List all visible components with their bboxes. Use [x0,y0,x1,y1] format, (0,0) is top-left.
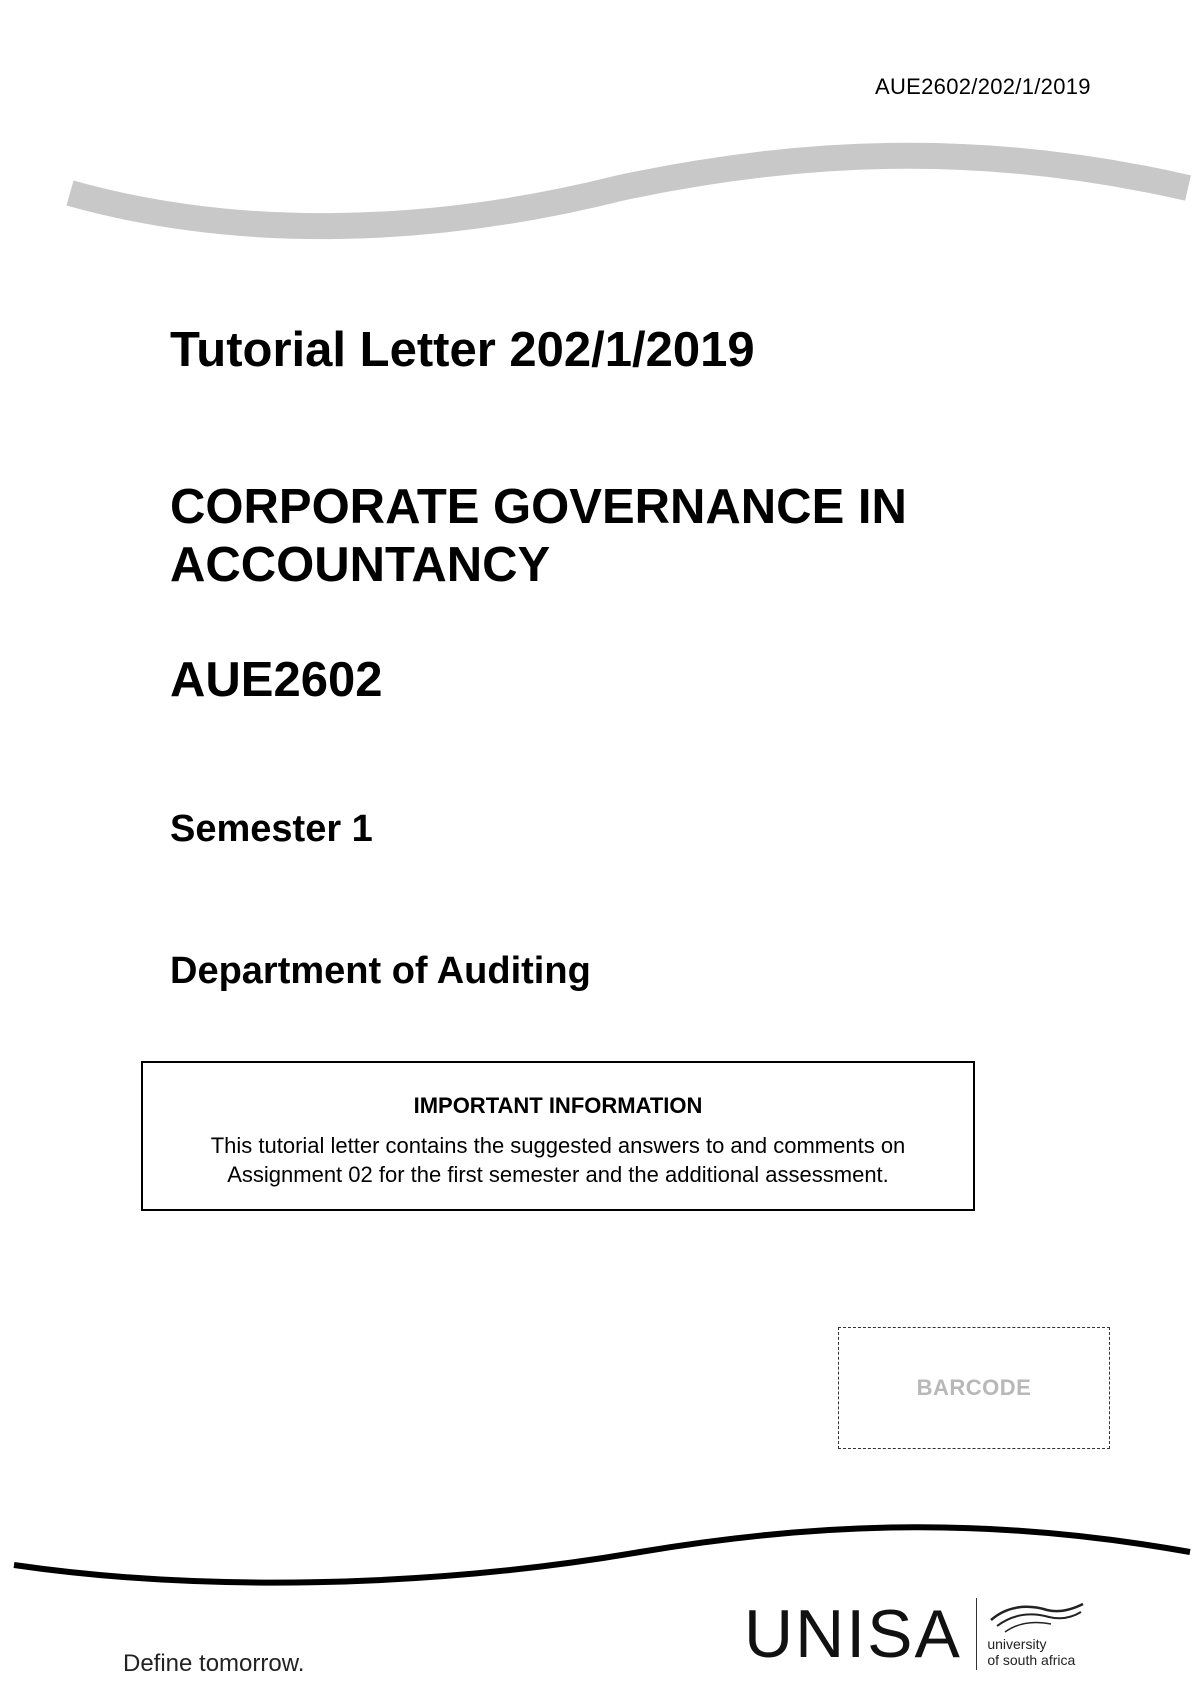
semester: Semester 1 [170,808,373,850]
top-swoosh-decoration [0,130,1200,260]
department: Department of Auditing [170,950,591,992]
bottom-swoosh-decoration [0,1510,1200,1590]
logo-divider [976,1598,978,1670]
important-information-line-2: Assignment 02 for the first semester and the additional assessment. [227,1162,889,1187]
tagline: Define tomorrow. [123,1650,305,1677]
important-information-heading: IMPORTANT INFORMATION [413,1093,703,1118]
module-name [170,478,1070,594]
barcode-placeholder [838,1327,1110,1449]
document-code: AUE2602/202/1/2019 [875,74,1091,99]
logo-subtitle-line-2: of south africa [987,1652,1076,1668]
unisa-logo [744,1598,1087,1670]
module-name-line-1: CORPORATE GOVERNANCE IN [170,480,907,534]
bird-icon [987,1600,1087,1636]
important-information-line-1: This tutorial letter contains the suggested answers to and comments on [210,1133,906,1158]
unisa-emblem [987,1600,1087,1668]
barcode-label: BARCODE [916,1375,1032,1400]
module-code: AUE2602 [170,653,383,707]
important-information-box [141,1061,975,1211]
tutorial-letter-title: Tutorial Letter 202/1/2019 [170,323,755,377]
logo-subtitle-line-1: university [987,1636,1047,1652]
module-name-line-2: ACCOUNTANCY [170,538,551,592]
important-information-text [143,1131,973,1189]
unisa-wordmark: UNISA [744,1596,962,1672]
